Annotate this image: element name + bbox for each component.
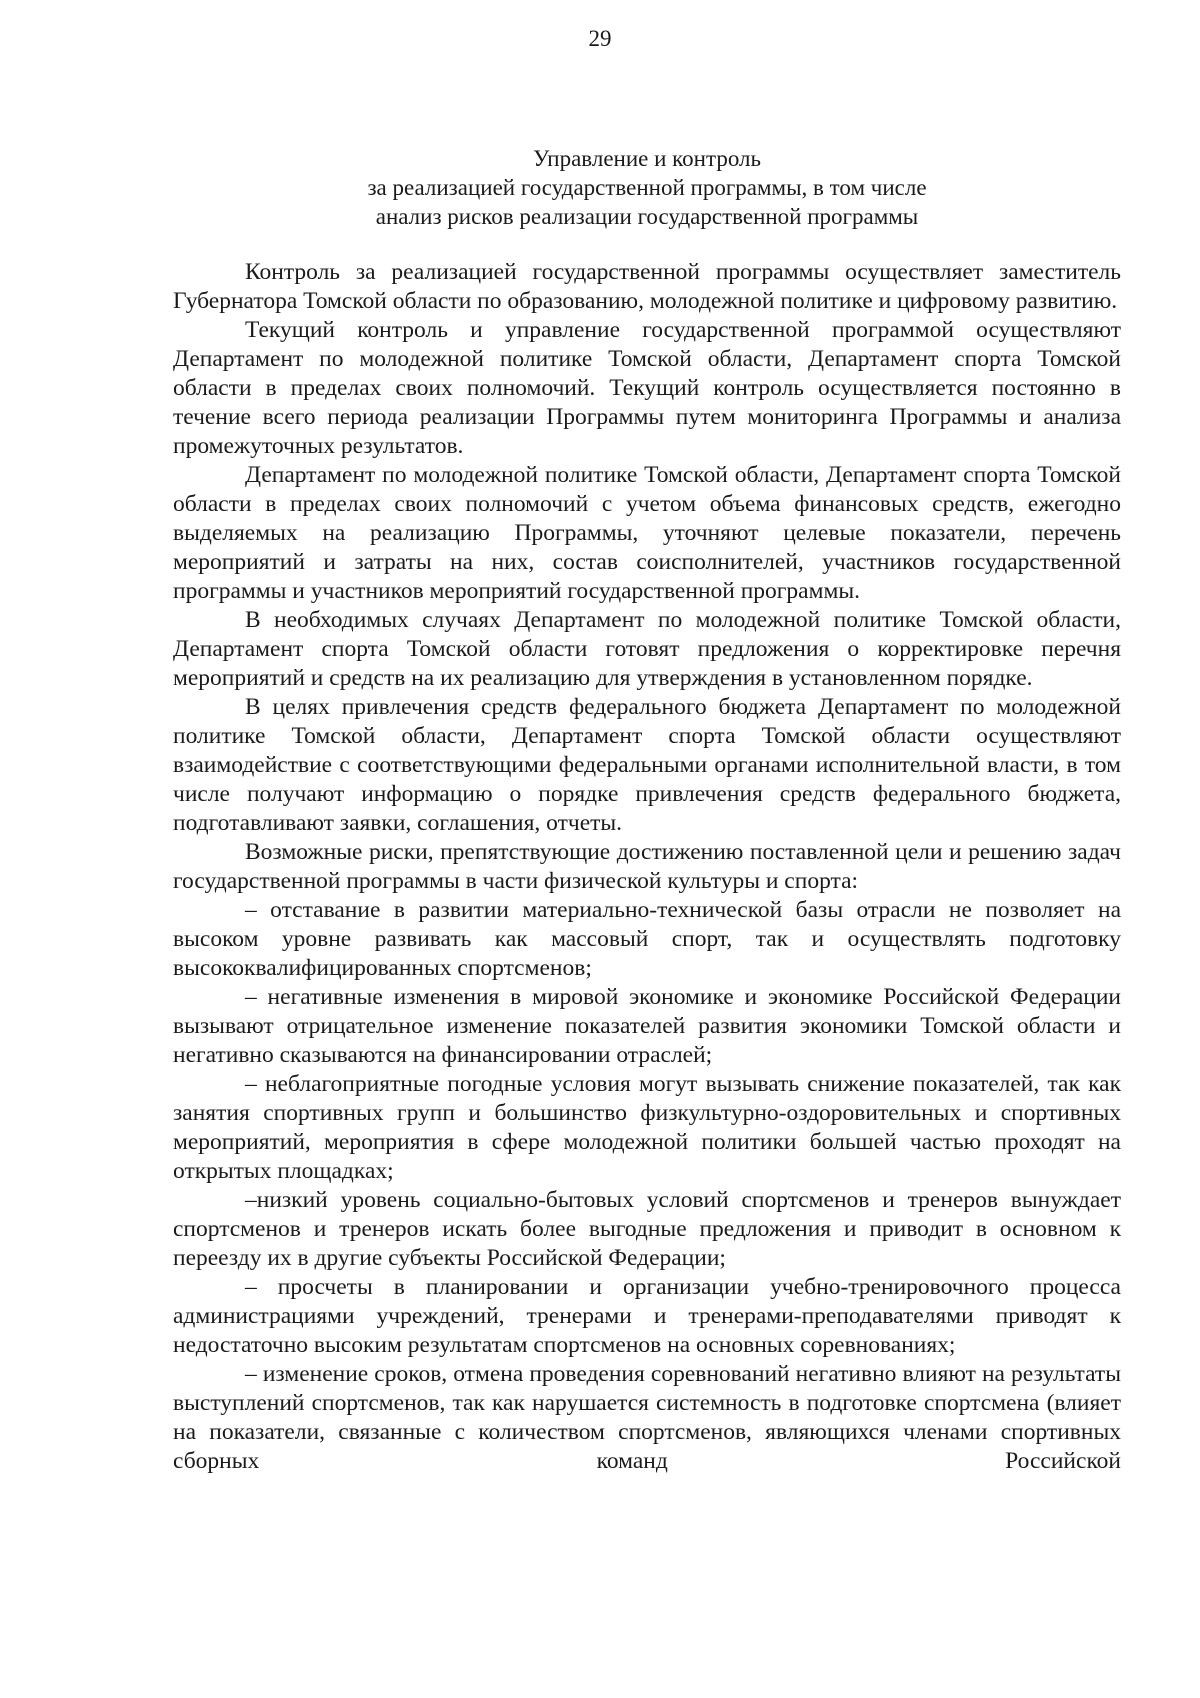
paragraph: Возможные риски, препятствующие достижению поставленной цели и решению задач государственной программы в части физической культуры и спорта: bbox=[173, 839, 1121, 894]
paragraph: В необходимых случаях Департамент по молодежной политике Томской области, Департамент спорта Томской области готовят предложения о корректировке перечня мероприятий и средств на их реализацию для утверждения в установленном порядке. bbox=[173, 607, 1121, 691]
heading-line: Управление и контроль bbox=[533, 146, 761, 171]
heading-line: за реализацией государственной программы, в том числе bbox=[367, 175, 927, 200]
list-item: – неблагоприятные погодные условия могут вызывать снижение показателей, так как занятия спортивных групп и большинство физкультурно-оздоровительных и спортивных мероприятий, мероприятия в сфере молодежной политики большей частью проходят на открытых площадках; bbox=[173, 1071, 1121, 1184]
paragraph: Текущий контроль и управление государственной программой осуществляют Департамент по молодежной политике Томской области, Департамент спорта Томской области в пределах своих полномочий. Текущий контроль осуществляется постоянно в течение всего периода реализации Программы путем мониторинга Программы и анализа промежуточных результатов. bbox=[173, 317, 1121, 459]
body-text bbox=[173, 258, 1121, 1476]
list-item: –низкий уровень социально-бытовых условий спортсменов и тренеров вынуждает спортсменов и тренеров искать более выгодные предложения и приводит в основном к переезду их в другие субъекты Российской Федерации; bbox=[173, 1187, 1121, 1271]
list-item: – отставание в развитии материально-технической базы отрасли не позволяет на высоком уровне развивать как массовый спорт, так и осуществлять подготовку высококвалифицированных спортсменов; bbox=[173, 897, 1121, 981]
heading-line: анализ рисков реализации государственной программы bbox=[375, 204, 919, 229]
section-heading bbox=[172, 144, 1122, 231]
list-item: – просчеты в планировании и организации учебно-тренировочного процесса администрациями учреждений, тренерами и тренерами-преподавателями приводят к недостаточно высоким результатам спортсменов на основных соревнованиях; bbox=[173, 1274, 1121, 1358]
page-number: 29 bbox=[588, 26, 612, 51]
list-item: – изменение сроков, отмена проведения соревнований негативно влияют на результаты выступлений спортсменов, так как нарушается системность в подготовке спортсмена (влияет на показатели, связанные с количеством спортсменов, являющихся членами спортивных сборных команд Российской bbox=[173, 1361, 1121, 1474]
paragraph: Департамент по молодежной политике Томской области, Департамент спорта Томской области в пределах своих полномочий с учетом объема финансовых средств, ежегодно выделяемых на реализацию Программы, уточняют целевые показатели, перечень мероприятий и затраты на них, состав соисполнителей, участников государственной программы и участников мероприятий государственной программы. bbox=[173, 462, 1121, 604]
paragraph: Контроль за реализацией государственной программы осуществляет заместитель Губернатора Томской области по образованию, молодежной политике и цифровому развитию. bbox=[173, 259, 1121, 314]
list-item: – негативные изменения в мировой экономике и экономике Российской Федерации вызывают отрицательное изменение показателей развития экономики Томской области и негативно сказываются на финансировании отраслей; bbox=[173, 984, 1121, 1068]
paragraph: В целях привлечения средств федерального бюджета Департамент по молодежной политике Томской области, Департамент спорта Томской области осуществляют взаимодействие с соответствующими федеральными органами исполнительной власти, в том числе получают информацию о порядке привлечения средств федерального бюджета, подготавливают заявки, соглашения, отчеты. bbox=[173, 694, 1121, 836]
